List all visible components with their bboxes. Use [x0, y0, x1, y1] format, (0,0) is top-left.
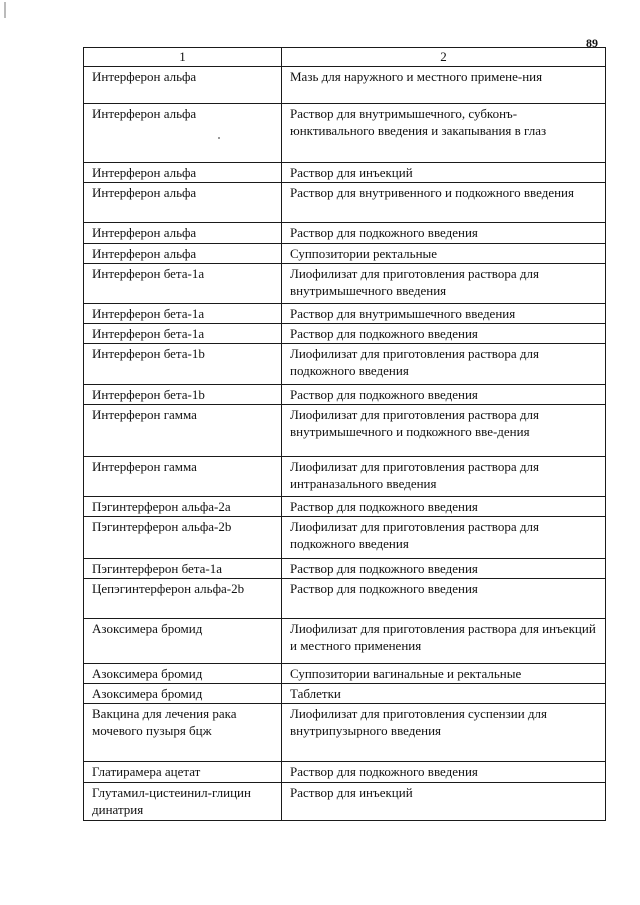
- drug-name-cell: Интерферон альфа: [84, 183, 282, 223]
- table-row: [84, 517, 606, 559]
- table-row: [84, 783, 606, 821]
- dosage-form-cell: Лиофилизат для приготовления раствора для подкожного введения: [282, 344, 606, 385]
- dosage-form-cell: Раствор для внутримышечного введения: [282, 304, 606, 324]
- dosage-form-cell: Раствор для подкожного введения: [282, 762, 606, 783]
- table-row: [84, 457, 606, 497]
- table-row: [84, 264, 606, 304]
- drug-name-cell: Пэгинтерферон бета-1а: [84, 559, 282, 579]
- dosage-form-cell: Раствор для внутримышечного, субконъ-юнктивального введения и закапывания в глаз: [282, 104, 606, 163]
- table-row: [84, 559, 606, 579]
- drug-name-cell: Вакцина для лечения рака мочевого пузыря бцж: [84, 704, 282, 762]
- dosage-form-cell: Раствор для подкожного введения: [282, 559, 606, 579]
- drug-name-cell: Азоксимера бромид: [84, 684, 282, 704]
- drug-name-cell: Интерферон альфа: [84, 104, 282, 163]
- drug-name-cell: Интерферон гамма: [84, 405, 282, 457]
- table-row: [84, 619, 606, 664]
- table-header-row: [84, 48, 606, 67]
- drug-name-cell: Пэгинтерферон альфа-2b: [84, 517, 282, 559]
- dosage-form-cell: Лиофилизат для приготовления раствора для внутримышечного введения: [282, 264, 606, 304]
- table-row: [84, 183, 606, 223]
- dosage-form-cell: Суппозитории ректальные: [282, 244, 606, 264]
- drug-name-cell: Пэгинтерферон альфа-2а: [84, 497, 282, 517]
- table-row: [84, 304, 606, 324]
- table-row: [84, 163, 606, 183]
- dosage-form-cell: Лиофилизат для приготовления суспензии для внутрипузырного введения: [282, 704, 606, 762]
- page-number: 89: [586, 36, 598, 50]
- scan-edge-mark: [4, 2, 6, 18]
- dosage-form-cell: Раствор для подкожного введения: [282, 324, 606, 344]
- drug-name-cell: Азоксимера бромид: [84, 619, 282, 664]
- dosage-form-cell: Лиофилизат для приготовления раствора для внутримышечного и подкожного вве-дения: [282, 405, 606, 457]
- drug-name-cell: Интерферон альфа: [84, 244, 282, 264]
- drug-name-cell: Интерферон альфа: [84, 67, 282, 104]
- drug-name-cell: Интерферон бета-1b: [84, 385, 282, 405]
- table-row: [84, 244, 606, 264]
- table-row: [84, 664, 606, 684]
- drug-name-cell: Интерферон альфа: [84, 223, 282, 244]
- dosage-form-cell: Раствор для подкожного введения: [282, 497, 606, 517]
- table-row: [84, 104, 606, 163]
- table-row: [84, 579, 606, 619]
- drug-forms-table: [83, 47, 606, 821]
- dosage-form-cell: Суппозитории вагинальные и ректальные: [282, 664, 606, 684]
- dosage-form-cell: Лиофилизат для приготовления раствора для интраназального введения: [282, 457, 606, 497]
- drug-name-cell: Интерферон гамма: [84, 457, 282, 497]
- drug-name-cell: Интерферон бета-1а: [84, 264, 282, 304]
- drug-name-cell: Глутамил-цистеинил-глицин динатрия: [84, 783, 282, 821]
- dosage-form-cell: Раствор для инъекций: [282, 783, 606, 821]
- table-row: [84, 704, 606, 762]
- table-row: [84, 67, 606, 104]
- column-header-1: 1: [84, 48, 282, 67]
- table-row: [84, 405, 606, 457]
- table-row: [84, 385, 606, 405]
- drug-name-cell: Интерферон альфа: [84, 163, 282, 183]
- dosage-form-cell: Лиофилизат для приготовления раствора для инъекций и местного применения: [282, 619, 606, 664]
- dosage-form-cell: Раствор для инъекций: [282, 163, 606, 183]
- table-row: [84, 223, 606, 244]
- table-row: [84, 344, 606, 385]
- table-row: [84, 684, 606, 704]
- dosage-form-cell: Раствор для подкожного введения: [282, 385, 606, 405]
- dosage-form-cell: Лиофилизат для приготовления раствора для подкожного введения: [282, 517, 606, 559]
- drug-name-cell: Глатирамера ацетат: [84, 762, 282, 783]
- drug-name-cell: Интерферон бета-1а: [84, 324, 282, 344]
- column-header-2: 2: [282, 48, 606, 67]
- drug-name-cell: Интерферон бета-1b: [84, 344, 282, 385]
- table-row: [84, 324, 606, 344]
- dosage-form-cell: Раствор для подкожного введения: [282, 223, 606, 244]
- drug-name-cell: Интерферон бета-1а: [84, 304, 282, 324]
- table-row: [84, 497, 606, 517]
- dosage-form-cell: Мазь для наружного и местного примене-ния: [282, 67, 606, 104]
- dosage-form-cell: Таблетки: [282, 684, 606, 704]
- drug-name-cell: Азоксимера бромид: [84, 664, 282, 684]
- dosage-form-cell: Раствор для подкожного введения: [282, 579, 606, 619]
- drug-name-cell: Цепэгинтерферон альфа-2b: [84, 579, 282, 619]
- dosage-form-cell: Раствор для внутривенного и подкожного введения: [282, 183, 606, 223]
- table-row: [84, 762, 606, 783]
